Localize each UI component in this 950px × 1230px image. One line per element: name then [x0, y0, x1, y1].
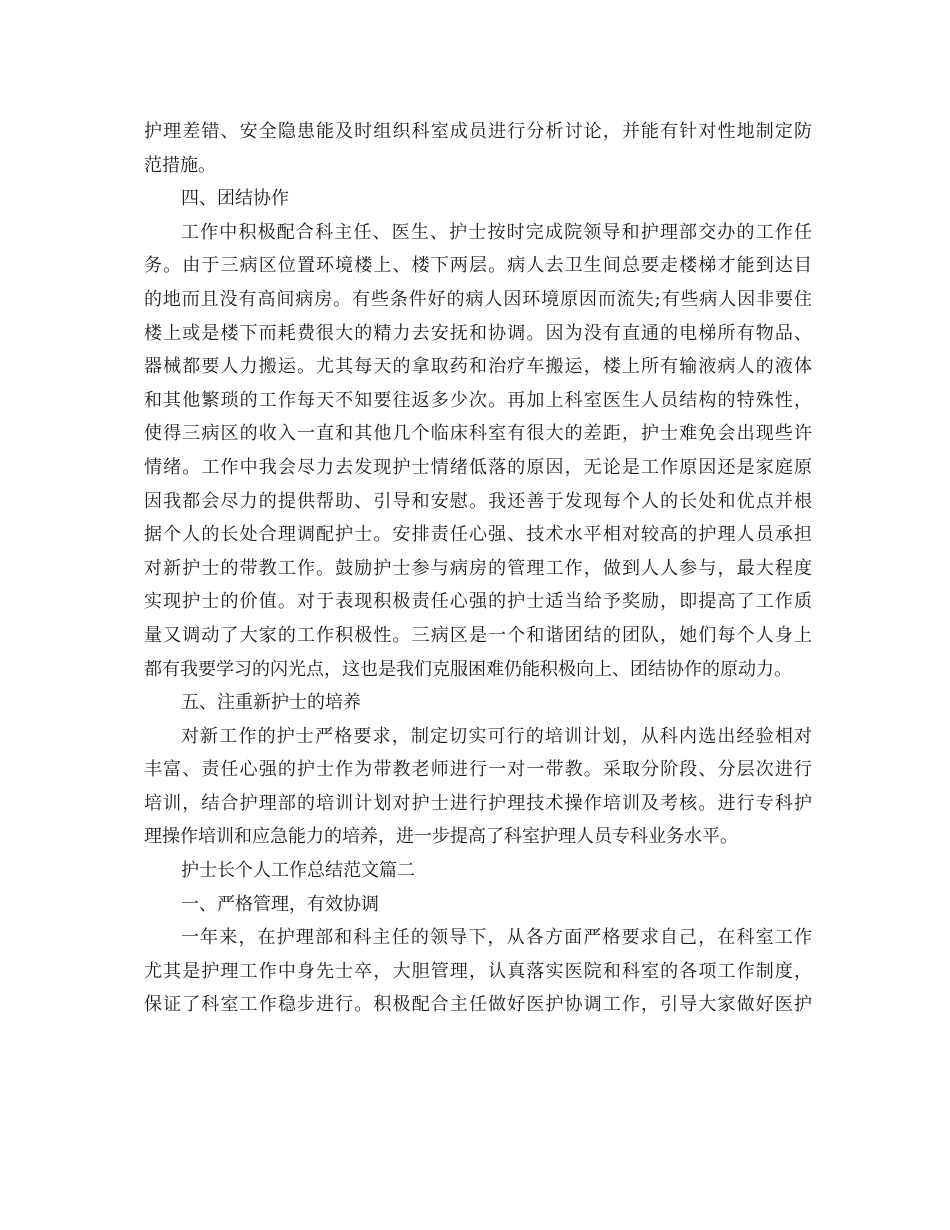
text-line: 五、注重新护士的培养: [181, 692, 361, 714]
text-line: 保证了科室工作稳步进行。积极配合主任做好医护协调工作，引导大家做好医护: [144, 994, 812, 1016]
text-line: 丰富、责任心强的护士作为带教老师进行一对一带教。采取分阶段、分层次进行: [144, 759, 812, 781]
text-line: 尤其是护理工作中身先士卒，大胆管理，认真落实医院和科室的各项工作制度，: [144, 960, 812, 982]
text-line: 的地而且没有高间病房。有些条件好的病人因环境原因而流失;有些病人因非要住: [144, 288, 812, 310]
text-line: 四、团结协作: [181, 188, 289, 210]
text-line: 护理差错、安全隐患能及时组织科室成员进行分析讨论，并能有针对性地制定防: [144, 121, 812, 142]
text-line: 使得三病区的收入一直和其他几个临床科室有很大的差距，护士难免会出现些许: [144, 423, 812, 445]
text-line: 因我都会尽力的提供帮助、引导和安慰。我还善于发现每个人的长处和优点并根: [144, 490, 812, 512]
text-line: 器械都要人力搬运。尤其每天的拿取药和治疗车搬运，楼上所有输液病人的液体: [144, 356, 812, 378]
text-line: 护士长个人工作总结范文篇二: [181, 860, 415, 882]
text-line: 和其他繁琐的工作每天不知要往返多少次。再加上科室医生人员结构的特殊性，: [144, 389, 812, 411]
text-line: 量又调动了大家的工作积极性。三病区是一个和谐团结的团队，她们每个人身上: [144, 624, 812, 646]
text-line: 理操作培训和应急能力的培养，进一步提高了科室护理人员专科业务水平。: [144, 826, 738, 848]
text-line: 一、严格管理，有效协调: [181, 893, 379, 915]
text-line: 都有我要学习的闪光点，这也是我们克服困难仍能积极向上、团结协作的原动力。: [144, 658, 792, 680]
text-line: 培训，结合护理部的培训计划对护士进行护理技术操作培训及考核。进行专科护: [144, 792, 812, 814]
text-line: 对新护士的带教工作。鼓励护士参与病房的管理工作，做到人人参与，最大程度: [144, 557, 812, 579]
text-line: 一年来，在护理部和科主任的领导下，从各方面严格要求自己，在科室工作: [181, 927, 812, 949]
text-line: 对新工作的护士严格要求，制定切实可行的培训计划，从科内选出经验相对: [181, 725, 812, 747]
text-line: 实现护士的价值。对于表现积极责任心强的护士适当给予奖励，即提高了工作质: [144, 591, 812, 613]
text-line: 情绪。工作中我会尽力去发现护士情绪低落的原因，无论是工作原因还是家庭原: [144, 456, 812, 478]
text-line: 工作中积极配合科主任、医生、护士按时完成院领导和护理部交办的工作任: [181, 221, 812, 243]
text-line: 范措施。: [144, 154, 216, 176]
document-body: [144, 115, 812, 1022]
text-line: 楼上或是楼下而耗费很大的精力去安抚和协调。因为没有直通的电梯所有物品、: [144, 322, 812, 344]
text-line: 务。由于三病区位置环境楼上、楼下两层。病人去卫生间总要走楼梯才能到达目: [144, 255, 812, 277]
text-line: 据个人的长处合理调配护士。安排责任心强、技术水平相对较高的护理人员承担: [144, 524, 812, 546]
